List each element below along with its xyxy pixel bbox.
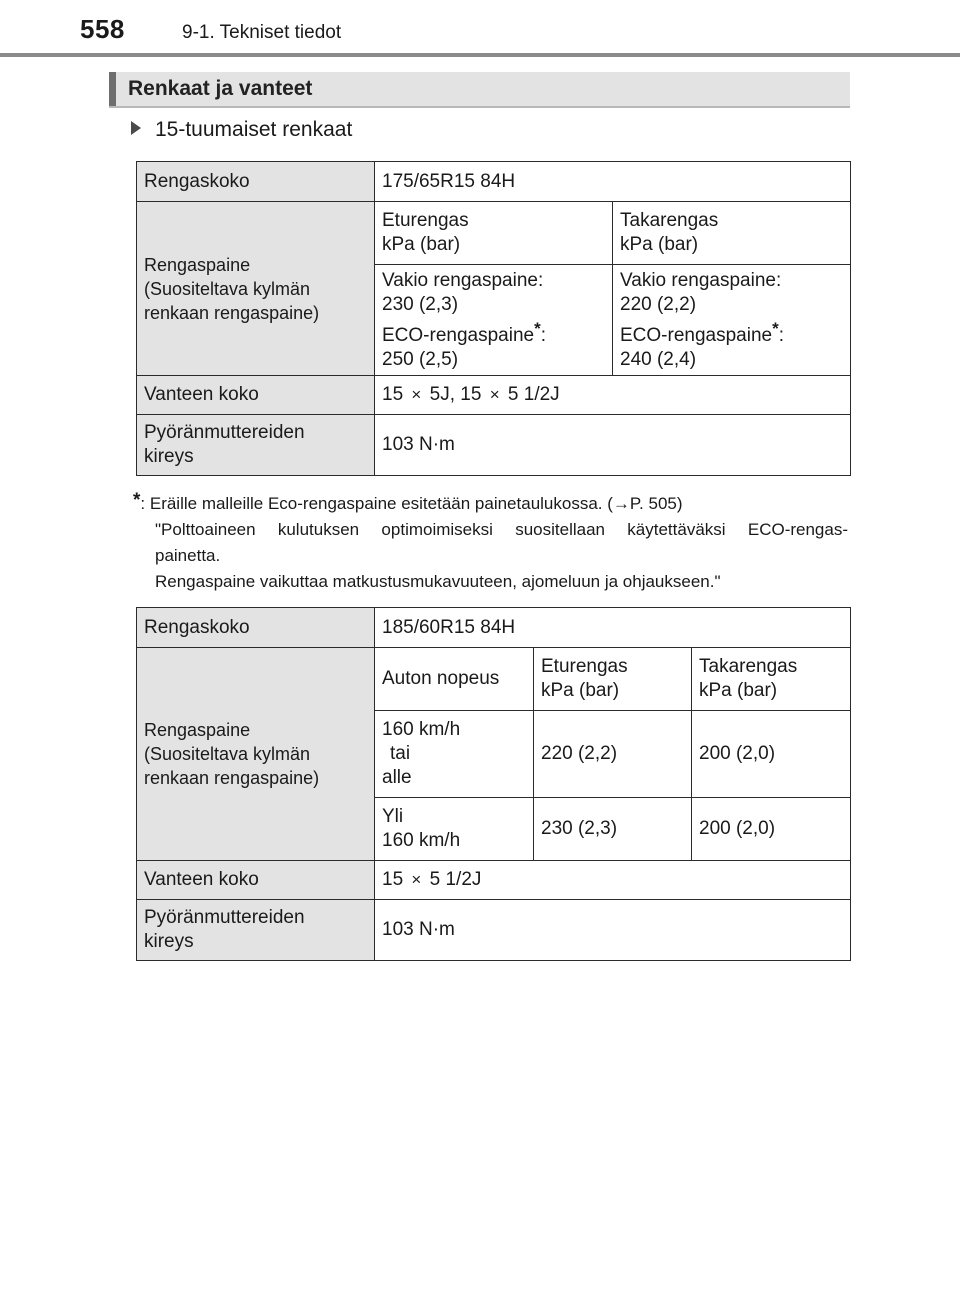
section-accent — [109, 72, 116, 106]
tire-spec-table-175 — [136, 161, 851, 476]
footnote — [133, 488, 848, 595]
speed-low-line: alle — [382, 767, 412, 788]
eco-pressure-label-line: ECO-rengaspaine*: — [620, 318, 784, 346]
rim-size-part: 15 — [382, 384, 404, 405]
page-number: 558 — [80, 14, 125, 44]
front-tire-header-line: Eturengas — [541, 656, 628, 677]
nut-torque-value: 103 N·m — [375, 900, 851, 961]
nut-torque-label — [137, 415, 375, 476]
tire-pressure-label-line: Rengaspaine — [144, 720, 251, 740]
tire-pressure-label-line: renkaan rengaspaine) — [144, 768, 320, 788]
subheading — [131, 118, 352, 142]
standard-pressure-value: 230 (2,3) — [382, 293, 459, 315]
table-row — [137, 861, 851, 900]
speed-high-line: 160 km/h — [382, 830, 461, 851]
table-row — [137, 376, 851, 415]
table-row — [137, 162, 851, 202]
rim-size-part: 15 — [382, 869, 404, 890]
footnote-marker: * — [772, 318, 779, 338]
tire-size-value: 185/60R15 84H — [375, 608, 851, 648]
tire-pressure-label-line: renkaan rengaspaine) — [144, 302, 320, 323]
subheading-text: 15-tuumaiset renkaat — [155, 118, 353, 141]
front-tire-pressure — [375, 265, 613, 376]
table-row — [137, 648, 851, 711]
nut-torque-value: 103 N·m — [375, 415, 851, 476]
rear-pressure-high: 200 (2,0) — [692, 798, 851, 861]
rear-tire-header-line: Takarengas — [620, 210, 719, 231]
standard-pressure-value: 220 (2,2) — [620, 293, 697, 315]
front-tire-header — [375, 202, 613, 265]
table-row — [137, 900, 851, 961]
rim-size-value — [375, 376, 851, 415]
rim-size-value — [375, 861, 851, 900]
tire-pressure-label-line: Rengaspaine — [144, 254, 251, 275]
eco-pressure-label-line: ECO-rengaspaine*: — [382, 318, 546, 346]
page-reference: P. 505) — [629, 494, 683, 513]
eco-pressure-label: ECO-rengaspaine — [382, 324, 535, 346]
footnote-line: Rengaspaine vaikuttaa matkustusmukavuuteen, ajomeluun ja ohjaukseen." — [155, 572, 721, 591]
front-tire-header-unit: kPa (bar) — [541, 680, 620, 701]
front-tire-header-unit: kPa (bar) — [382, 234, 461, 255]
standard-pressure-label: Vakio rengaspaine: — [620, 269, 782, 291]
eco-pressure-label: ECO-rengaspaine — [620, 324, 773, 346]
rim-size-part: 5 1/2J — [429, 869, 482, 890]
table-row — [137, 608, 851, 648]
eco-pressure-value: 250 (2,5) — [382, 348, 459, 370]
nut-torque-label-line: Pyöränmuttereiden — [144, 907, 305, 928]
nut-torque-label-line: kireys — [144, 931, 194, 952]
footnote-line: "Polttoaineen kulutuksen optimoimiseksi suositellaan käytettäväksi ECO-rengas- — [155, 520, 848, 539]
header-rule — [0, 53, 960, 57]
chapter-title: 9-1. Tekniset tiedot — [182, 22, 342, 43]
nut-torque-label-line: Pyöränmuttereiden — [144, 422, 305, 443]
footnote-marker: * — [534, 318, 541, 338]
speed-low-line: 160 km/h — [382, 719, 461, 740]
rear-tire-header-unit: kPa (bar) — [620, 234, 699, 255]
nut-torque-label — [137, 900, 375, 961]
table-row — [137, 202, 851, 265]
rear-tire-header-unit: kPa (bar) — [699, 680, 778, 701]
rim-size-part: 5 1/2J — [507, 384, 560, 405]
front-tire-header-line: Eturengas — [382, 210, 469, 231]
footnote-line: painetta. — [155, 546, 221, 565]
front-pressure-low: 220 (2,2) — [534, 711, 692, 798]
tire-pressure-label — [137, 648, 375, 861]
speed-low-line: tai — [390, 743, 411, 764]
times-icon: × — [411, 385, 422, 404]
rear-pressure-low: 200 (2,0) — [692, 711, 851, 798]
footnote-marker: * — [133, 490, 141, 511]
tire-size-value: 175/65R15 84H — [375, 162, 851, 202]
tire-spec-table-185 — [136, 607, 851, 961]
tire-pressure-label-line: (Suositeltava kylmän — [144, 744, 311, 764]
nut-torque-label-line: kireys — [144, 446, 194, 467]
arrow-right-icon: → — [612, 494, 630, 513]
rear-tire-pressure — [613, 265, 851, 376]
speed-high-cell — [375, 798, 534, 861]
front-pressure-high: 230 (2,3) — [534, 798, 692, 861]
front-tire-header — [534, 648, 692, 711]
footnote-line — [133, 488, 848, 517]
rear-tire-header — [692, 648, 851, 711]
tire-size-label: Rengaskoko — [137, 608, 375, 648]
rim-size-part: 5J, 15 — [429, 384, 482, 405]
triangle-bullet-icon — [131, 121, 141, 135]
tire-pressure-label-line: (Suositeltava kylmän — [144, 278, 311, 299]
footnote-text: : Eräille malleille Eco-rengaspaine esitetään painetaulukossa. ( — [140, 494, 613, 513]
rim-size-label: Vanteen koko — [137, 861, 375, 900]
section-title: Renkaat ja vanteet — [128, 77, 313, 100]
rim-size-label: Vanteen koko — [137, 376, 375, 415]
rear-tire-header-line: Takarengas — [699, 656, 798, 677]
speed-low-cell — [375, 711, 534, 798]
section-heading-bar — [109, 72, 850, 108]
times-icon: × — [411, 870, 422, 889]
table-row — [137, 415, 851, 476]
times-icon: × — [489, 385, 500, 404]
vehicle-speed-header: Auton nopeus — [375, 648, 534, 711]
tire-size-label: Rengaskoko — [137, 162, 375, 202]
standard-pressure-label: Vakio rengaspaine: — [382, 269, 544, 291]
eco-pressure-value: 240 (2,4) — [620, 348, 697, 370]
tire-pressure-label — [137, 202, 375, 376]
speed-high-line: Yli — [382, 806, 404, 827]
rear-tire-header — [613, 202, 851, 265]
